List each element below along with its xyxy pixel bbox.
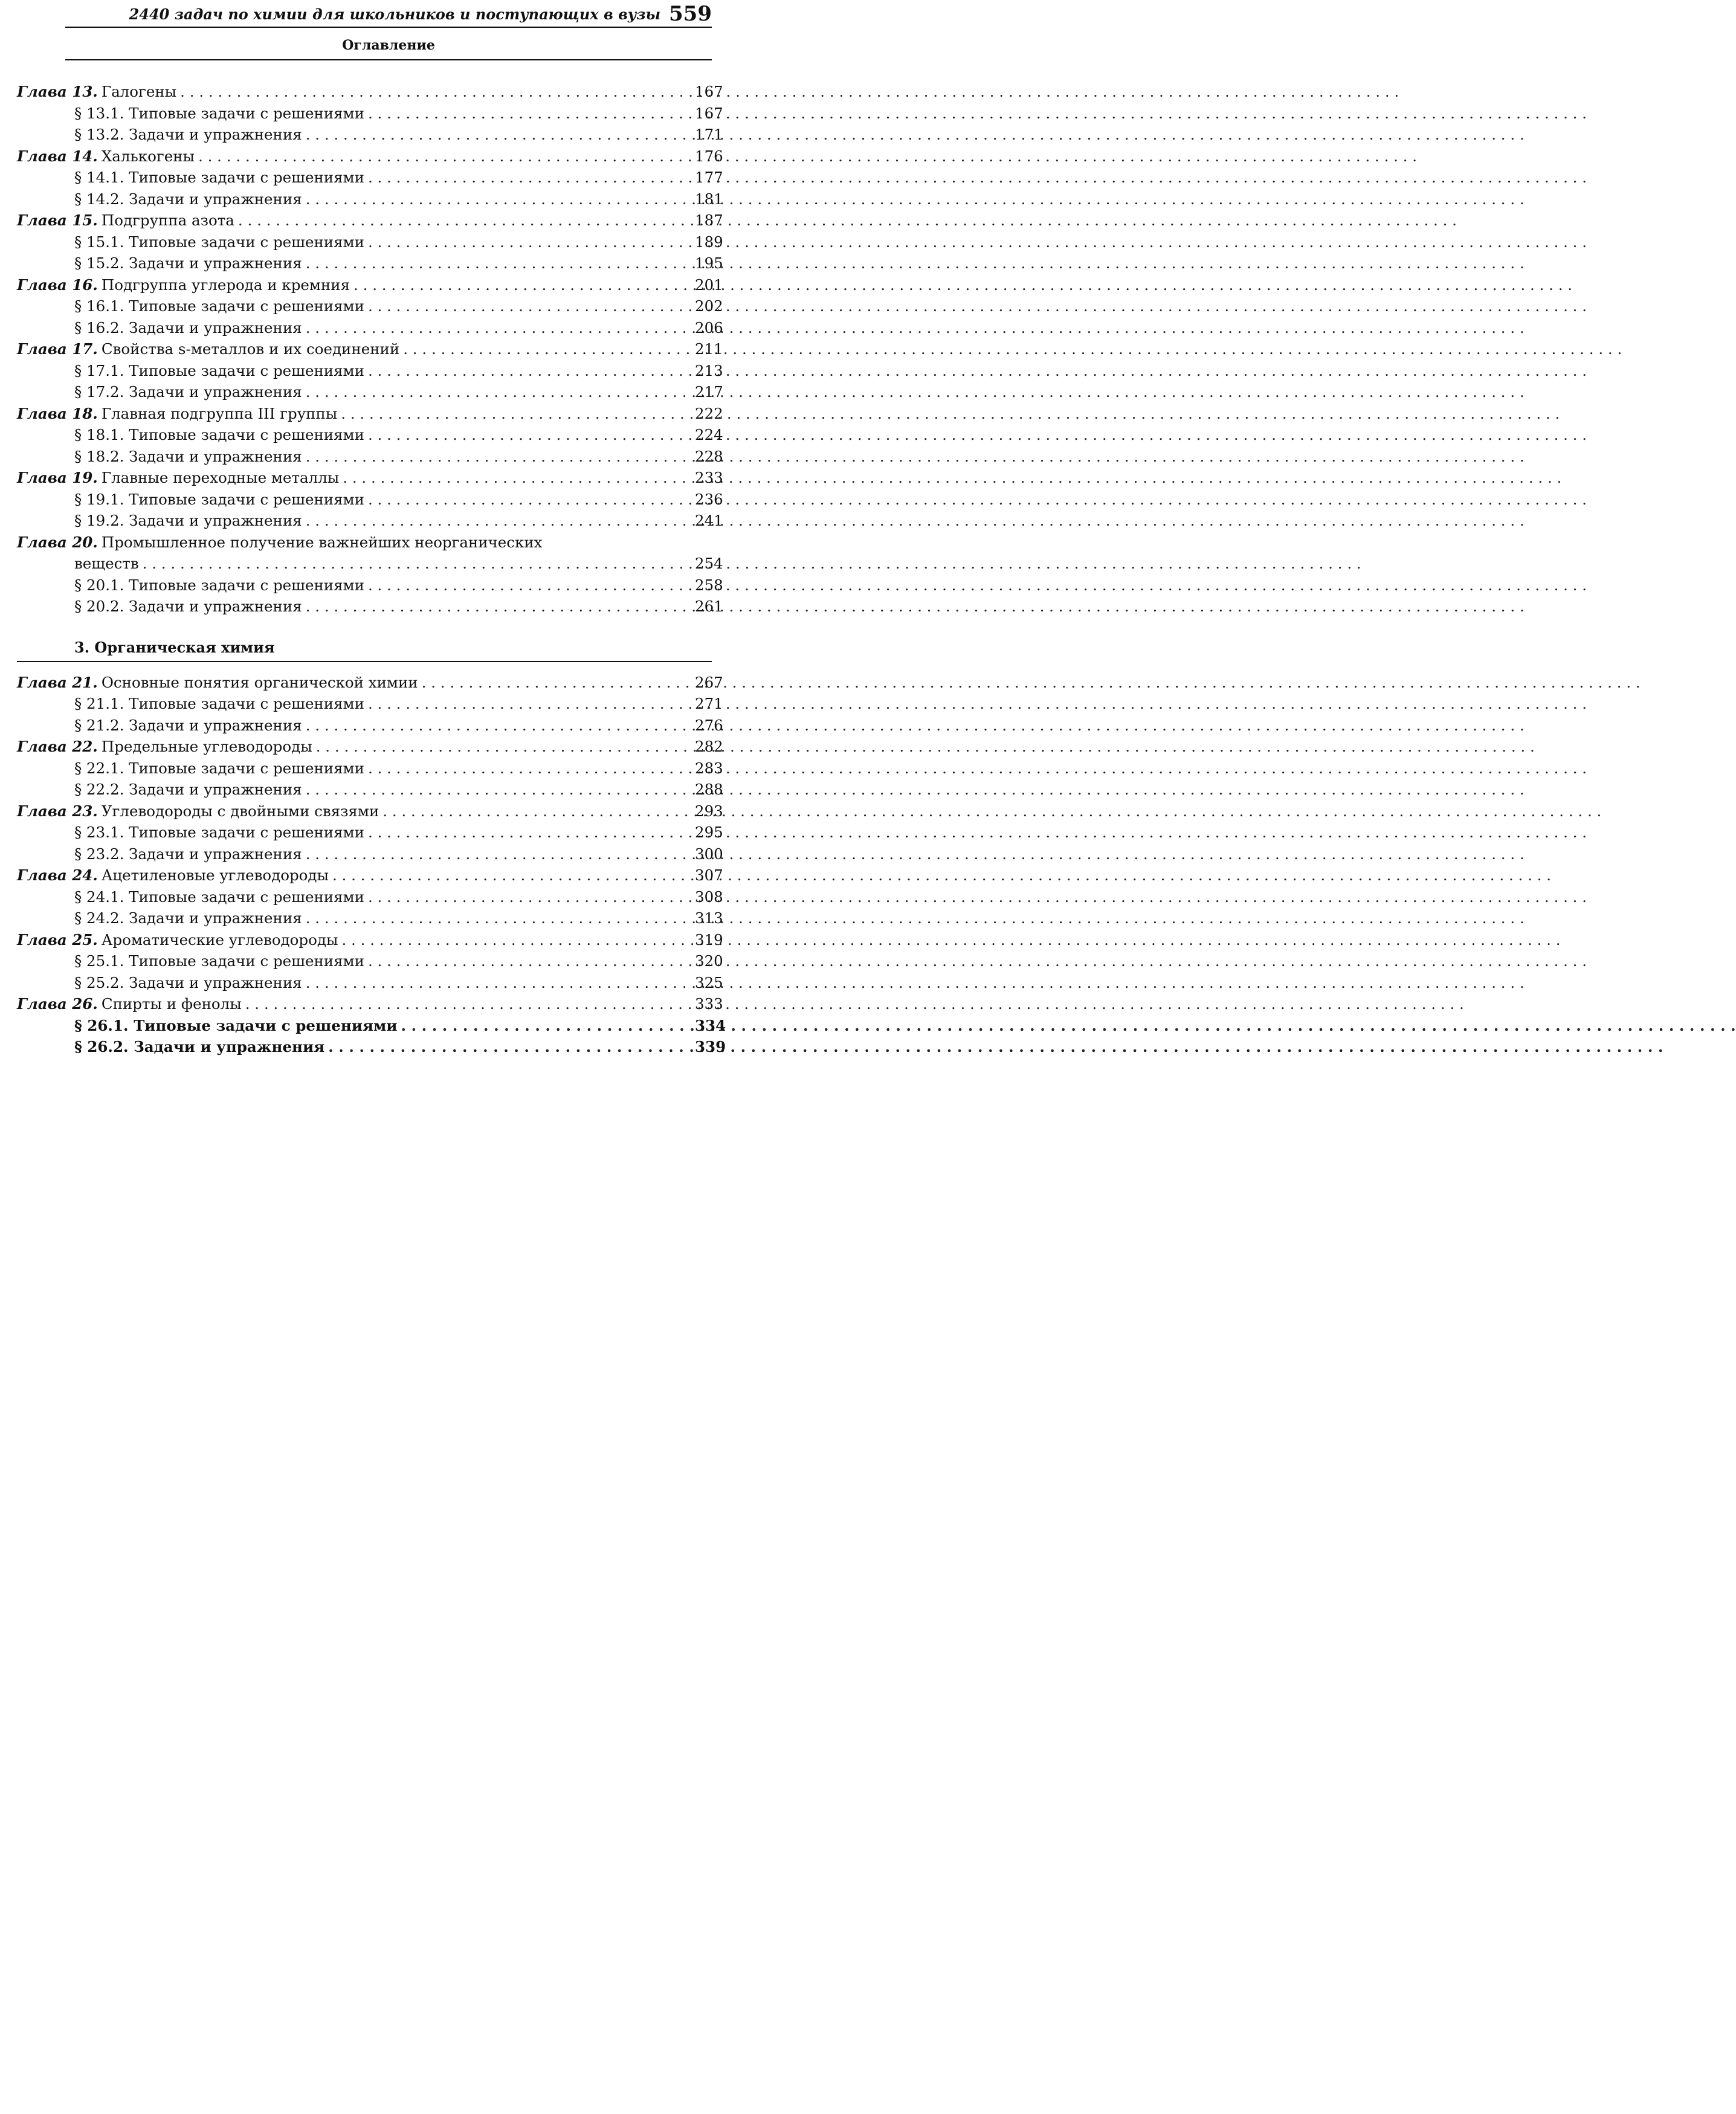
page-ref: 171 <box>695 126 723 143</box>
toc-section-entry <box>17 950 723 972</box>
dot-leader <box>353 274 674 296</box>
toc-list-part2 <box>17 672 726 1058</box>
page-ref: 307 <box>695 866 723 884</box>
toc-section-entry <box>17 381 723 403</box>
page-ref: 283 <box>695 759 723 777</box>
chapter-title: Подгруппа углерода и кремния <box>101 276 350 294</box>
page-ref: 206 <box>695 318 723 337</box>
dot-leader <box>306 843 674 865</box>
section-title: § 15.2. Задачи и упражнения <box>74 254 302 272</box>
chapter-title-continued: веществ <box>74 555 139 572</box>
chapter-title: Халькогены <box>101 147 195 165</box>
toc-list-part1 <box>17 81 723 532</box>
toc-section-entry <box>17 489 723 511</box>
page-ref: 167 <box>695 83 723 100</box>
section-title: § 13.1. Типовые задачи с решениями <box>74 104 364 122</box>
section-title: § 14.2. Задачи и упражнения <box>74 190 302 208</box>
toc-chapter-entry <box>17 146 723 167</box>
chapter-label: Глава 14. <box>17 147 98 165</box>
page-number: 559 <box>669 2 712 26</box>
page-ref: 288 <box>695 781 723 798</box>
page-ref: 308 <box>695 888 723 906</box>
page-ref: 300 <box>695 845 723 863</box>
page-ref: 189 <box>695 233 723 251</box>
page-ref: 224 <box>695 426 723 443</box>
dot-leader <box>306 317 674 339</box>
chapter-title: Главные переходные металлы <box>101 469 340 486</box>
dot-leader <box>332 865 674 886</box>
page-ref: 325 <box>695 973 723 991</box>
page-ref: 228 <box>695 447 723 465</box>
chapter-title: Предельные углеводороды <box>101 738 312 755</box>
chapter-label: Глава 24. <box>17 866 98 884</box>
chapter-title: Ацетиленовые углеводороды <box>101 866 329 884</box>
toc-section-entry <box>17 886 723 908</box>
dot-leader <box>306 596 674 617</box>
section-title: § 21.2. Задачи и упражнения <box>74 716 302 734</box>
dot-leader <box>368 231 674 253</box>
page-ref: 295 <box>695 823 723 841</box>
chapter-label: Глава 13. <box>17 83 98 100</box>
dot-leader <box>306 124 674 146</box>
dot-leader <box>401 1015 674 1037</box>
section-title: § 19.1. Типовые задачи с решениями <box>74 490 364 508</box>
section-title: § 15.1. Типовые задачи с решениями <box>74 233 364 251</box>
page-ref: 282 <box>695 738 723 755</box>
dot-leader <box>245 993 674 1015</box>
section-title: § 20.2. Задачи и упражнения <box>74 598 302 615</box>
section-title: § 13.2. Задачи и упражнения <box>74 126 302 143</box>
toc-section-entry <box>17 446 723 468</box>
toc-section-entry <box>17 596 723 617</box>
section-title: § 26.1. Типовые задачи с решениями <box>74 1016 398 1034</box>
page-ref: 334 <box>695 1016 726 1034</box>
page-ref: 254 <box>695 555 723 572</box>
chapter-title: Промышленное получение важнейших неорганических <box>101 533 543 551</box>
running-head <box>65 0 712 28</box>
section-title: § 26.2. Задачи и упражнения <box>74 1038 325 1055</box>
page-ref: 181 <box>695 190 723 208</box>
section-title: § 25.1. Типовые задачи с решениями <box>74 952 364 970</box>
chapter-label: Глава 19. <box>17 469 98 486</box>
chapter-label: Глава 20. <box>17 533 98 551</box>
toc-section-entry <box>17 317 723 339</box>
chapter-title: Галогены <box>101 83 177 100</box>
toc-chapter-20 <box>17 532 723 617</box>
chapter-title: Свойства s-металлов и их соединений <box>101 340 400 358</box>
toc-section-entry <box>17 1036 726 1058</box>
dot-leader <box>306 715 674 736</box>
page-ref: 202 <box>695 297 723 315</box>
toc-section-entry <box>17 822 723 843</box>
page-ref: 217 <box>695 383 723 401</box>
dot-leader <box>368 103 674 124</box>
page-ref: 261 <box>695 598 723 615</box>
page-ref: 313 <box>695 909 723 927</box>
dot-leader <box>306 779 674 801</box>
page-ref: 177 <box>695 169 723 186</box>
page-ref: 267 <box>695 673 723 691</box>
page-ref: 211 <box>695 340 723 358</box>
section-title: § 17.2. Задачи и упражнения <box>74 383 302 401</box>
section-title: § 14.1. Типовые задачи с решениями <box>74 169 364 186</box>
dot-leader <box>316 736 674 758</box>
dot-leader <box>368 489 674 511</box>
chapter-label: Глава 15. <box>17 211 98 229</box>
toc-section-entry <box>17 103 723 124</box>
toc-section-entry <box>17 253 723 274</box>
section-title: § 22.2. Задачи и упражнения <box>74 781 302 798</box>
dot-leader <box>198 146 674 167</box>
page-ref: 258 <box>695 576 723 594</box>
toc-chapter-entry <box>17 672 723 694</box>
dot-leader <box>368 295 674 317</box>
chapter-title: Спирты и фенолы <box>101 995 242 1013</box>
chapter-title: Ароматические углеводороды <box>101 930 338 949</box>
document-page <box>0 0 725 1078</box>
dot-leader <box>422 672 674 694</box>
toc-chapter-entry <box>17 467 723 489</box>
toc-chapter-entry <box>17 929 723 951</box>
page-ref: 333 <box>695 995 723 1013</box>
dot-leader <box>306 189 674 210</box>
chapter-title: Углеводороды с двойными связями <box>101 802 379 820</box>
section-title: § 16.2. Задачи и упражнения <box>74 318 302 337</box>
section-title: § 24.2. Задачи и упражнения <box>74 909 302 927</box>
page-ref: 293 <box>695 802 723 820</box>
dot-leader <box>306 907 674 929</box>
dot-leader <box>368 360 674 382</box>
chapter-title: Главная подгруппа III группы <box>101 404 338 422</box>
chapter-label: Глава 16. <box>17 276 98 294</box>
section-title: § 18.2. Задачи и упражнения <box>74 447 302 465</box>
dot-leader <box>328 1036 674 1058</box>
page-ref: 176 <box>695 147 723 165</box>
page-ref: 271 <box>695 695 723 712</box>
page-ref: 276 <box>695 716 723 734</box>
page-ref: 319 <box>695 930 723 949</box>
dot-leader <box>306 446 674 468</box>
dot-leader <box>368 950 674 972</box>
toc-chapter-entry <box>17 274 723 296</box>
toc-section-entry <box>17 424 723 446</box>
toc-section-entry <box>17 779 723 801</box>
dot-leader <box>368 758 674 779</box>
chapter-label: Глава 18. <box>17 404 98 422</box>
part-heading: 3. Органическая химия <box>17 634 712 662</box>
page-ref: 236 <box>695 490 723 508</box>
toc-section-entry <box>17 189 723 210</box>
dot-leader <box>368 167 674 189</box>
toc-chapter-entry <box>17 865 723 886</box>
toc-section-entry <box>17 1015 726 1037</box>
chapter-label: Глава 17. <box>17 340 98 358</box>
toc-section-entry <box>17 575 723 596</box>
toc-chapter-entry <box>17 993 723 1015</box>
dot-leader <box>368 575 674 596</box>
dot-leader <box>306 381 674 403</box>
dot-leader <box>368 424 674 446</box>
dot-leader <box>341 929 674 951</box>
page-ref: 339 <box>695 1038 726 1055</box>
page-ref: 233 <box>695 469 723 486</box>
page-ref: 167 <box>695 104 723 122</box>
page-ref: 213 <box>695 361 723 379</box>
toc-section-entry <box>17 843 723 865</box>
section-title: § 21.1. Типовые задачи с решениями <box>74 695 364 712</box>
dot-leader <box>343 467 674 489</box>
section-title: § 23.1. Типовые задачи с решениями <box>74 823 364 841</box>
toc-chapter-entry-continued <box>17 553 723 575</box>
toc-section-entry <box>17 972 723 994</box>
dot-leader <box>143 553 674 575</box>
toc-chapter-entry <box>17 532 712 553</box>
toc-chapter-entry <box>17 338 723 360</box>
toc-chapter-entry <box>17 81 723 103</box>
page-ref: 222 <box>695 404 723 422</box>
dot-leader <box>306 253 674 274</box>
dot-leader <box>306 510 674 532</box>
toc-section-entry <box>17 231 723 253</box>
page-ref: 320 <box>695 952 723 970</box>
chapter-label: Глава 25. <box>17 930 98 949</box>
toc-chapter-entry <box>17 736 723 758</box>
dot-leader <box>306 972 674 994</box>
section-title: § 25.2. Задачи и упражнения <box>74 973 302 991</box>
section-title: § 16.1. Типовые задачи с решениями <box>74 297 364 315</box>
toc-section-entry <box>17 758 723 779</box>
toc-section-entry <box>17 295 723 317</box>
section-title: § 20.1. Типовые задачи с решениями <box>74 576 364 594</box>
toc-chapter-entry <box>17 801 723 822</box>
page-ref: 201 <box>695 276 723 294</box>
chapter-label: Глава 21. <box>17 673 98 691</box>
chapter-title: Основные понятия органической химии <box>101 673 418 691</box>
page-ref: 241 <box>695 512 723 529</box>
section-title: § 18.1. Типовые задачи с решениями <box>74 426 364 443</box>
chapter-label: Глава 22. <box>17 738 98 755</box>
toc-chapter-entry <box>17 403 723 425</box>
toc-section-entry <box>17 360 723 382</box>
toc-section-entry <box>17 693 723 715</box>
page-ref: 187 <box>695 211 723 229</box>
section-header: Оглавление <box>65 28 712 60</box>
section-title: § 23.2. Задачи и упражнения <box>74 845 302 863</box>
dot-leader <box>368 886 674 908</box>
chapter-title: Подгруппа азота <box>101 211 234 229</box>
section-title: § 19.2. Задачи и упражнения <box>74 512 302 529</box>
dot-leader <box>368 693 674 715</box>
chapter-label: Глава 23. <box>17 802 98 820</box>
dot-leader <box>341 403 674 425</box>
page-ref: 195 <box>695 254 723 272</box>
toc-section-entry <box>17 510 723 532</box>
book-title: 2440 задач по химии для школьников и поступающих в вузы <box>129 5 661 23</box>
toc-chapter-entry <box>17 210 723 231</box>
toc-section-entry <box>17 124 723 146</box>
dot-leader <box>382 801 674 822</box>
toc-section-entry <box>17 715 723 736</box>
toc-section-entry <box>17 907 723 929</box>
toc-section-entry <box>17 167 723 189</box>
chapter-label: Глава 26. <box>17 995 98 1013</box>
section-title: § 22.1. Типовые задачи с решениями <box>74 759 364 777</box>
section-title: § 17.1. Типовые задачи с решениями <box>74 361 364 379</box>
dot-leader <box>180 81 674 103</box>
dot-leader <box>238 210 674 231</box>
dot-leader <box>368 822 674 843</box>
section-title: § 24.1. Типовые задачи с решениями <box>74 888 364 906</box>
dot-leader <box>403 338 674 360</box>
